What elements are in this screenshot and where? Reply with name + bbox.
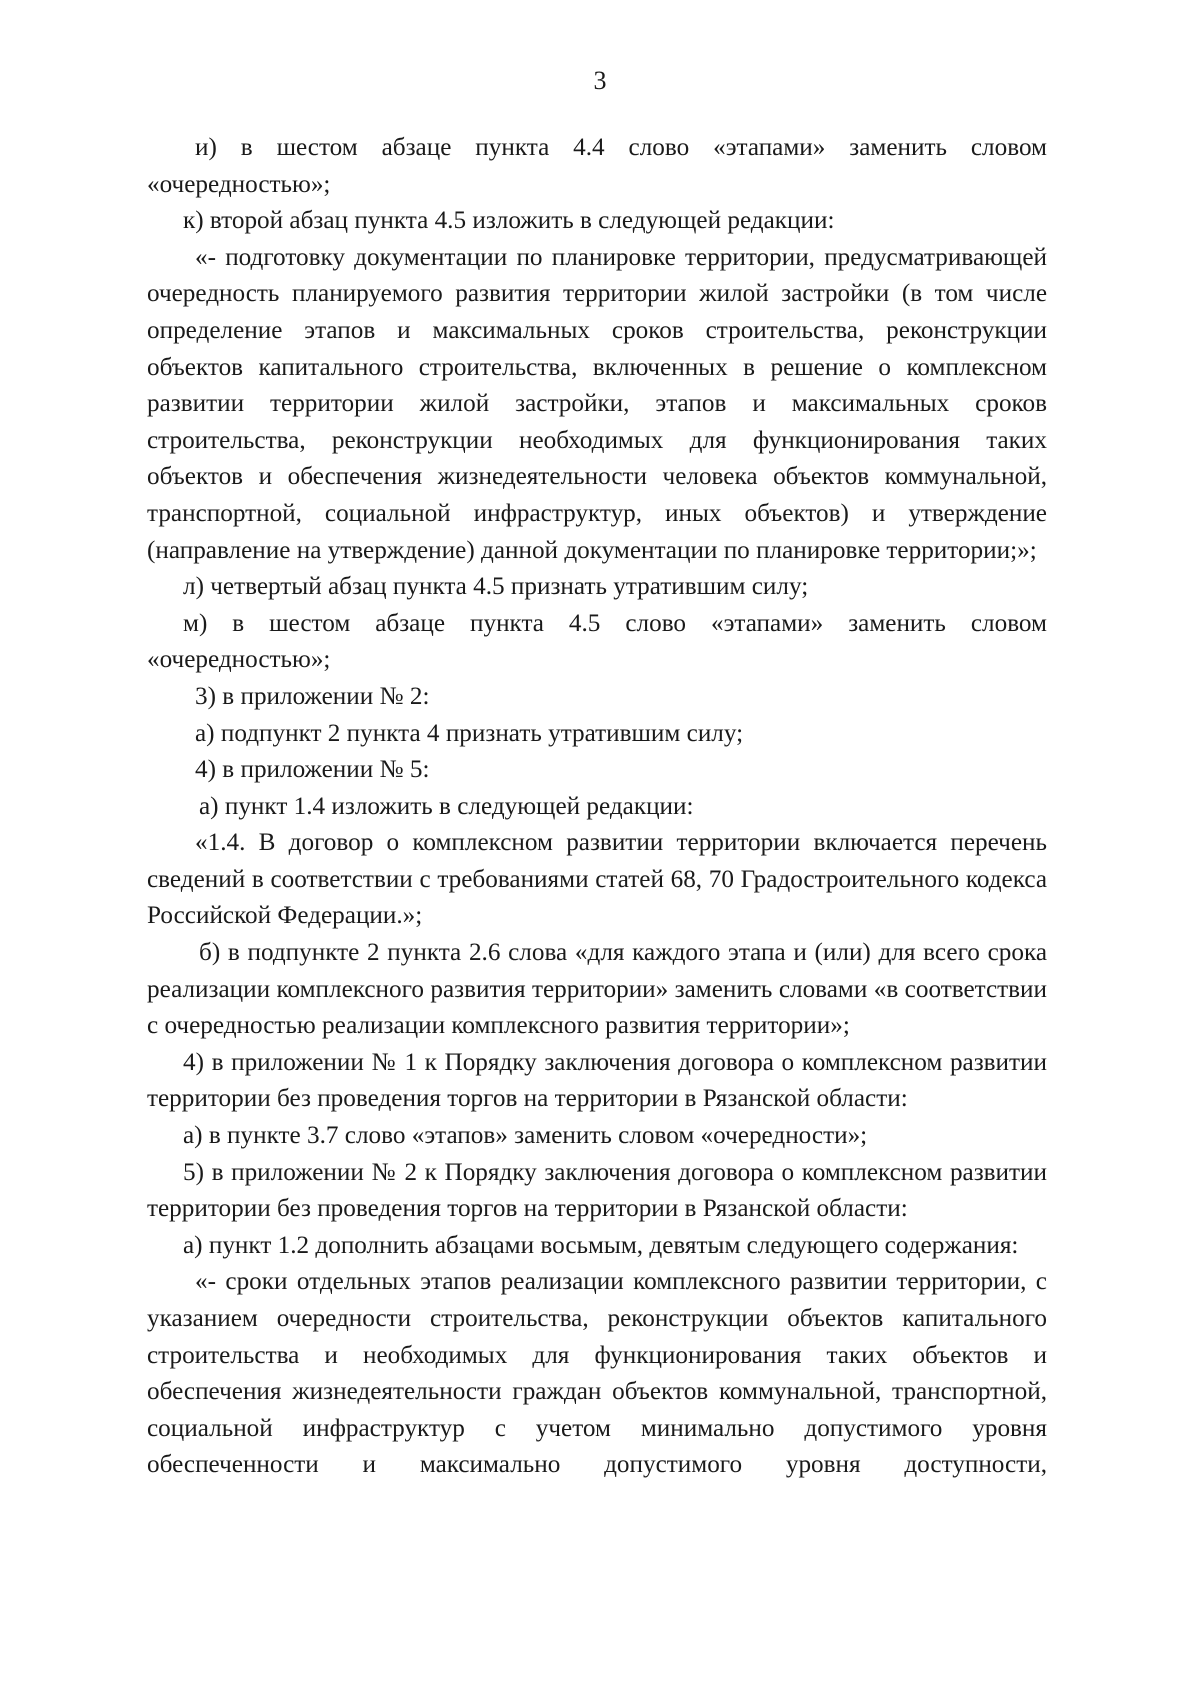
paragraph-l: л) четвертый абзац пункта 4.5 признать утратившим силу;: [183, 573, 809, 601]
paragraph-appendix-2: 3) в приложении № 2:: [195, 682, 430, 710]
paragraph-appendix-5-b: б) в подпункте 2 пункта 2.6 слова «для каждого этапа и (или) для всего срока реализации комплексного развития территории» заменить словами «в соответствии с очередностью реализации комплексного развития территории»;: [147, 939, 1047, 1040]
page-number: 3: [593, 66, 607, 95]
paragraph-procedure-appendix-2: 5) в приложении № 2 к Порядку заключения договора о комплексном развитии территории без проведения торгов на территории в Рязанской области:: [147, 1158, 1047, 1223]
paragraph-i: и) в шестом абзаце пункта 4.4 слово «этапами» заменить словом «очередностью»;: [147, 134, 1047, 198]
document-body: [147, 130, 1047, 1484]
paragraph-quote-planning: «- подготовку документации по планировке территории, предусматривающей очередность планируемого развития территории жилой застройки (в том числе определение этапов и максимальных сроков строительства, реконструкции объектов капитального строительства, включенных в решение о комплексном развитии территории жилой застройки, этапов и максимальных сроков строительства, реконструкции необходимых для функционирования таких объектов и обеспечения жизнедеятельности человека объектов коммунальной, транспортной, социальной инфраструктур, иных объектов) и утверждение (направление на утверждение) данной документации по планировке территории;»;: [147, 243, 1047, 564]
paragraph-m: м) в шестом абзаце пункта 4.5 слово «этапами» заменить словом «очередностью»;: [147, 609, 1047, 674]
paragraph-quote-1-4: «1.4. В договор о комплексном развитии территории включается перечень сведений в соответствии с требованиями статей 68, 70 Градостроительного кодекса Российской Федерации.»;: [147, 829, 1047, 930]
paragraph-appendix-5: 4) в приложении № 5:: [195, 756, 430, 784]
paragraph-procedure-appendix-1: 4) в приложении № 1 к Порядку заключения договора о комплексном развитии территории без проведения торгов на территории в Рязанской области:: [147, 1048, 1047, 1113]
paragraph-procedure-appendix-1-a: а) в пункте 3.7 слово «этапов» заменить словом «очередности»;: [183, 1122, 868, 1150]
paragraph-procedure-appendix-2-a: а) пункт 1.2 дополнить абзацами восьмым, девятым следующего содержания:: [183, 1231, 1019, 1259]
paragraph-appendix-5-a: а) пункт 1.4 изложить в следующей редакции:: [199, 792, 694, 820]
paragraph-k: к) второй абзац пункта 4.5 изложить в следующей редакции:: [183, 207, 835, 235]
paragraph-quote-stages: «- сроки отдельных этапов реализации комплексного развитии территории, с указанием очередности строительства, реконструкции объектов капитального строительства и необходимых для функционирования таких объектов и обеспечения жизнедеятельности граждан объектов коммунальной, транспортной, социальной инфраструктур с учетом минимально допустимого уровня обеспеченности и максимально допустимого уровня доступности,: [147, 1268, 1047, 1479]
paragraph-appendix-2-a: а) подпункт 2 пункта 4 признать утратившим силу;: [195, 719, 744, 747]
